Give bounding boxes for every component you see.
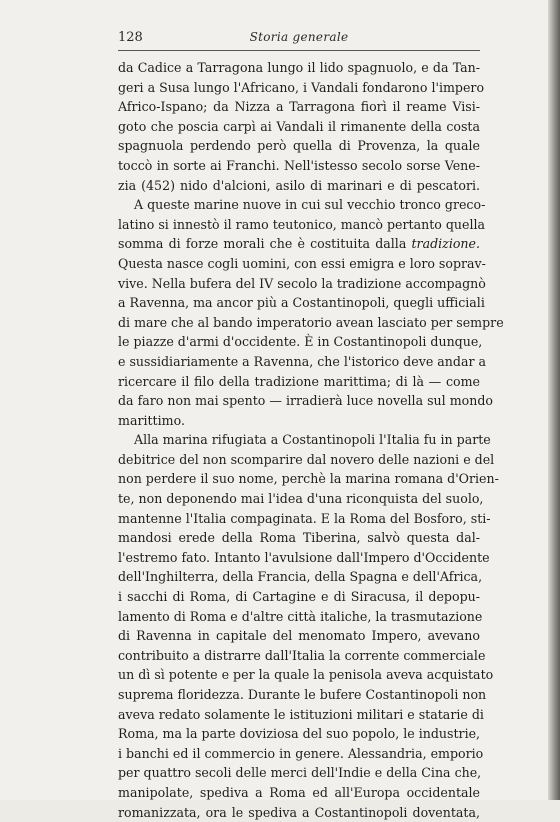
text-line: te, non deponendo mai l'idea d'una riconquista del suolo, xyxy=(118,491,484,507)
running-title: Storia generale xyxy=(249,30,349,44)
text-line: latino si innestò il ramo teutonico, mancò pertanto quella xyxy=(118,216,486,232)
text-line: goto che poscia carpì ai Vandali il rimanente della costa xyxy=(118,118,480,134)
text-line: debitrice del non scomparire dal novero delle nazioni e del xyxy=(118,451,495,467)
paragraph-2 xyxy=(118,195,504,430)
text-line: Questa nasce cogli uomini, con essi emigra e loro soprav- xyxy=(118,255,486,271)
text-line: Africo-Ispano; da Nizza a Tarragona fiorì il reame Visi- xyxy=(118,99,480,115)
text-line: l'estremo fato. Intanto l'avulsione dall'Impero d'Occidente xyxy=(118,549,490,565)
text-line: lamento di Roma e d'altre città italiche, la trasmutazione xyxy=(118,608,483,624)
text-line: da faro non mai spento — irradierà luce novella sul mondo xyxy=(118,393,493,409)
page-header xyxy=(118,30,480,50)
page-number: 128 xyxy=(118,30,143,45)
text-line: vive. Nella bufera del IV secolo la tradizione accompagnò xyxy=(118,275,486,291)
text-line: aveva redato solamente le istituzioni militari e statarie di xyxy=(118,706,484,722)
paragraph-3 xyxy=(118,430,499,822)
italic-word: tradizione. xyxy=(411,236,480,252)
text-line: A queste marine nuove in cui sul vecchio tronco greco- xyxy=(134,197,486,213)
text-line: zia (452) nido d'alcioni, asilo di marinari e di pescatori. xyxy=(118,177,480,193)
text-line: geri a Susa lungo l'Africano, i Vandali fondarono l'impero xyxy=(118,79,485,95)
text-line: Roma, ma la parte doviziosa del suo popolo, le industrie, xyxy=(118,726,481,742)
text-line: i sacchi di Roma, di Cartagine e di Siracusa, il depopu- xyxy=(118,589,480,605)
header-rule xyxy=(118,50,480,51)
text-line: da Cadice a Tarragona lungo il lido spagnuolo, e da Tan- xyxy=(118,60,480,75)
text-line: mandosi erede della Roma Tiberina, salvò questa dal- xyxy=(118,530,480,546)
text-line: somma di forze morali che è costituita dalla tradizione. xyxy=(118,236,480,252)
paragraph-1 xyxy=(118,58,485,195)
text-line: e sussidiariamente a Ravenna, che l'istorico deve andar a xyxy=(118,353,486,369)
text-line: manipolate, spediva a Roma ed all'Europa occidentale xyxy=(118,784,480,800)
text-line: di mare che al bando imperatorio avean lasciato per sempre xyxy=(118,314,504,330)
text-line: Alla marina rifugiata a Costantinopoli l'Italia fu in parte xyxy=(134,432,491,448)
text-line: un dì sì potente e per la quale la penisola aveva acquistato xyxy=(118,667,494,683)
text-line: a Ravenna, ma ancor più a Costantinopoli, quegli ufficiali xyxy=(118,295,485,311)
text-line: dell'Inghilterra, della Francia, della Spagna e dell'Africa, xyxy=(118,569,483,585)
text-line: romanizzata, ora le spediva a Costantinopoli doventata, xyxy=(118,804,480,820)
text-line: non perdere il suo nome, perchè la marina romana d'Orien- xyxy=(118,471,499,487)
text-line: le piazze d'armi d'occidente. È in Costantinopoli dunque, xyxy=(118,334,483,350)
text-line: di Ravenna in capitale del menomato Impero, avevano xyxy=(118,628,480,644)
book-spine-edge xyxy=(548,0,560,800)
text-line: ricercare il filo della tradizione marittima; di là — come xyxy=(118,373,480,389)
body-text xyxy=(118,58,504,822)
text-line: contribuito a distrarre dall'Italia la corrente commerciale xyxy=(118,647,486,663)
text-line: mantenne l'Italia compaginata. E la Roma del Bosforo, sti- xyxy=(118,510,491,526)
text-line: per quattro secoli delle merci dell'Indie e della Cina che, xyxy=(118,765,482,781)
text-line: toccò in sorte ai Franchi. Nell'istesso secolo sorse Vene- xyxy=(118,157,480,173)
text-line: marittimo. xyxy=(118,412,185,428)
text-line: suprema floridezza. Durante le bufere Costantinopoli non xyxy=(118,687,487,702)
text-line: spagnuola perdendo però quella di Provenza, la quale xyxy=(118,138,480,154)
text-line: i banchi ed il commercio in genere. Alessandria, emporio xyxy=(118,745,484,761)
